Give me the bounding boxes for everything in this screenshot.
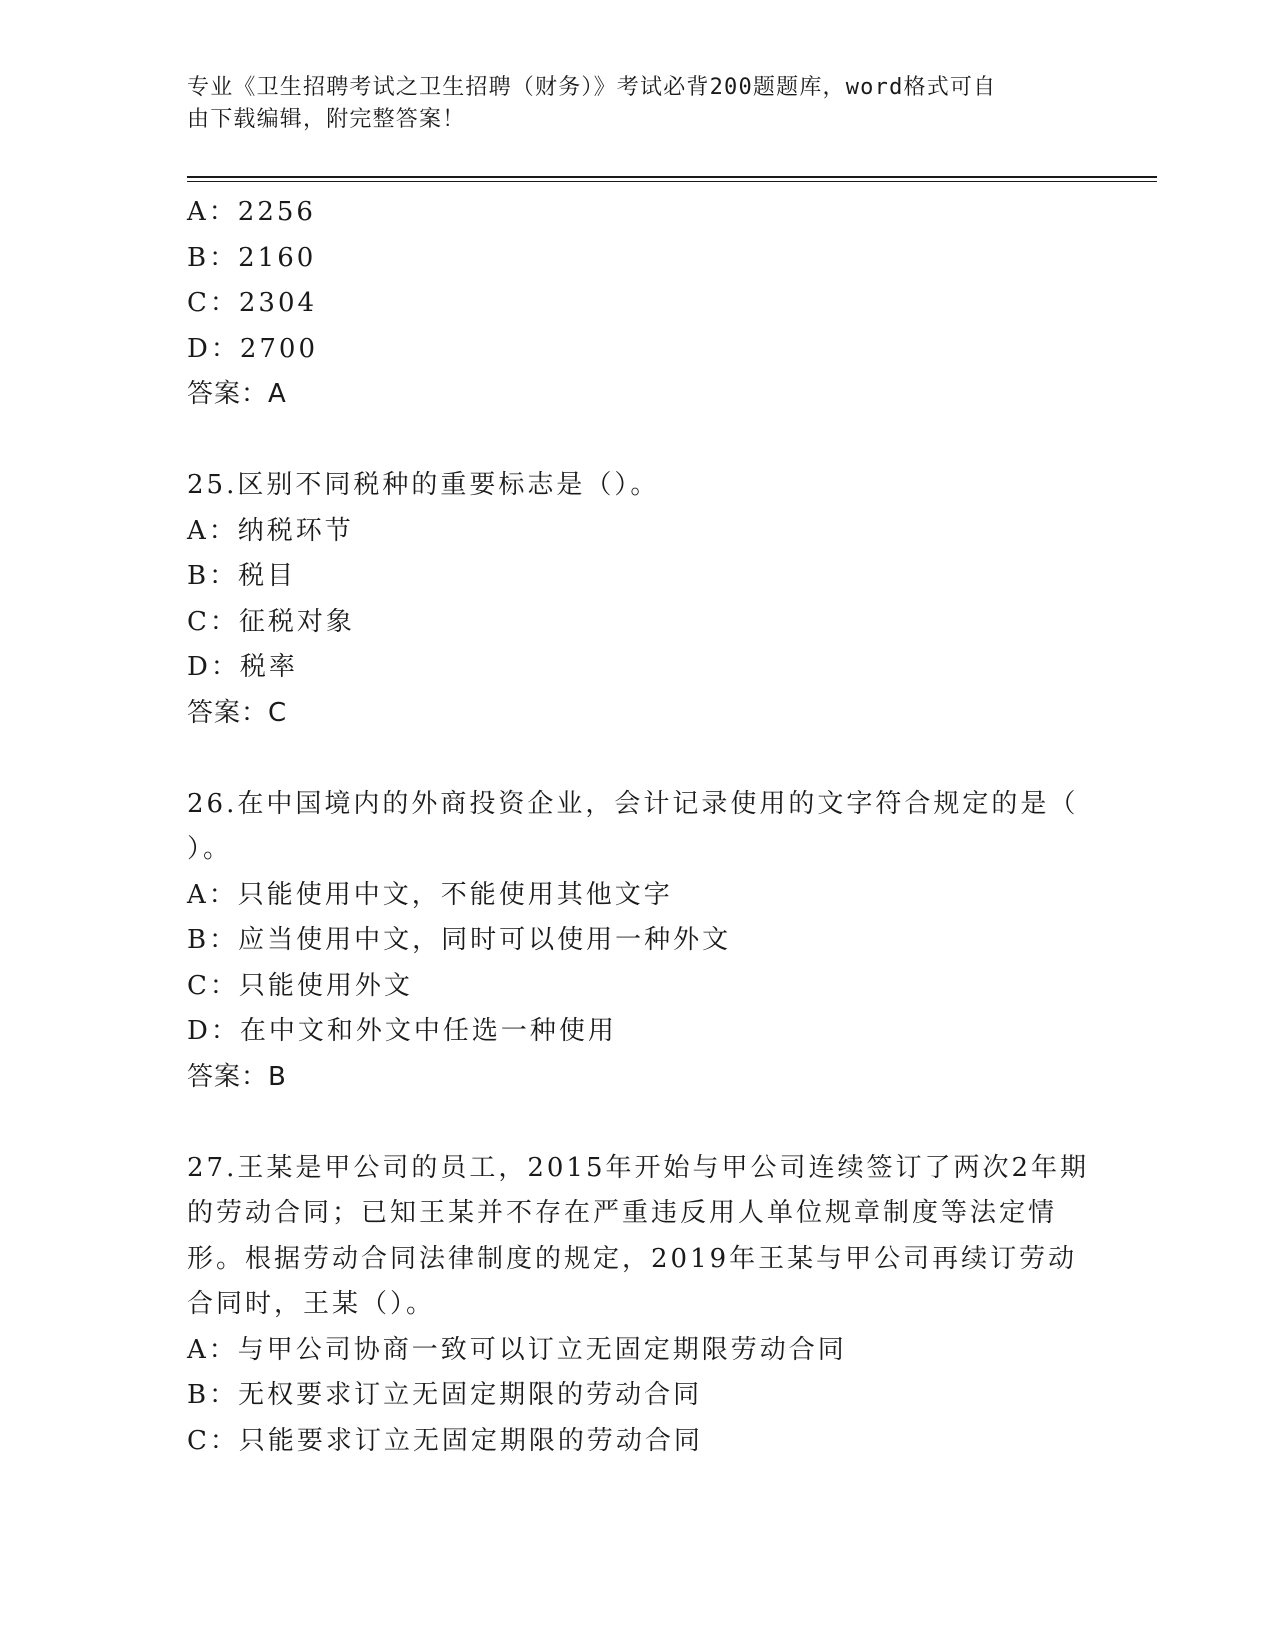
answer-line: 答案：B	[187, 1061, 287, 1092]
question-text-line-1: 26.在中国境内的外商投资企业，会计记录使用的文字符合规定的是（	[187, 788, 1079, 819]
header-line-2: 由下载编辑，附完整答案！	[187, 107, 466, 132]
option-c: C：2304	[187, 288, 318, 318]
option-a: A：2256	[187, 197, 316, 227]
question-text-line-1: 27.王某是甲公司的员工，2015年开始与甲公司连续签订了两次2年期	[187, 1152, 1090, 1183]
question-text-line-2: 的劳动合同；已知王某并不存在严重违反用人单位规章制度等法定情	[187, 1198, 1058, 1228]
question-25	[187, 463, 1087, 736]
spacer	[187, 418, 1087, 464]
answer-line: 答案：A	[187, 379, 287, 409]
option-a: A：与甲公司协商一致可以订立无固定期限劳动合同	[187, 1334, 847, 1365]
option-b: B：应当使用中文，同时可以使用一种外文	[187, 925, 732, 955]
option-d: D：在中文和外文中任选一种使用	[187, 1016, 617, 1046]
question-26	[187, 782, 1087, 1101]
question-content	[187, 190, 1090, 1464]
option-d: D：税率	[187, 652, 298, 682]
spacer	[187, 736, 1087, 782]
question-text-line-3: 形。根据劳动合同法律制度的规定，2019年王某与甲公司再续订劳动	[187, 1243, 1078, 1274]
option-c: C：征税对象	[187, 606, 355, 637]
option-c: C：只能使用外文	[187, 970, 413, 1001]
spacer	[187, 1100, 1087, 1146]
question-block-continued	[187, 190, 1087, 418]
question-text-line-4: 合同时，王某（）。	[187, 1289, 436, 1319]
header-rule-thin	[187, 181, 1157, 182]
document-header	[187, 72, 1067, 136]
question-27	[187, 1146, 1090, 1465]
header-line-1: 专业《卫生招聘考试之卫生招聘（财务）》考试必背200题题库，word格式可自	[187, 75, 997, 100]
option-c: C：只能要求订立无固定期限的劳动合同	[187, 1425, 703, 1456]
option-b: B：税目	[187, 561, 297, 591]
option-b: B：无权要求订立无固定期限的劳动合同	[187, 1380, 703, 1410]
option-a: A：只能使用中文，不能使用其他文字	[187, 879, 673, 910]
question-text-line-2: ）。	[187, 834, 233, 864]
question-text: 25.区别不同税种的重要标志是（）。	[187, 470, 660, 500]
option-b: B：2160	[187, 242, 317, 273]
answer-line: 答案：C	[187, 697, 288, 728]
option-d: D：2700	[187, 333, 319, 364]
option-a: A：纳税环节	[187, 515, 354, 546]
header-rule-thick	[187, 176, 1157, 178]
